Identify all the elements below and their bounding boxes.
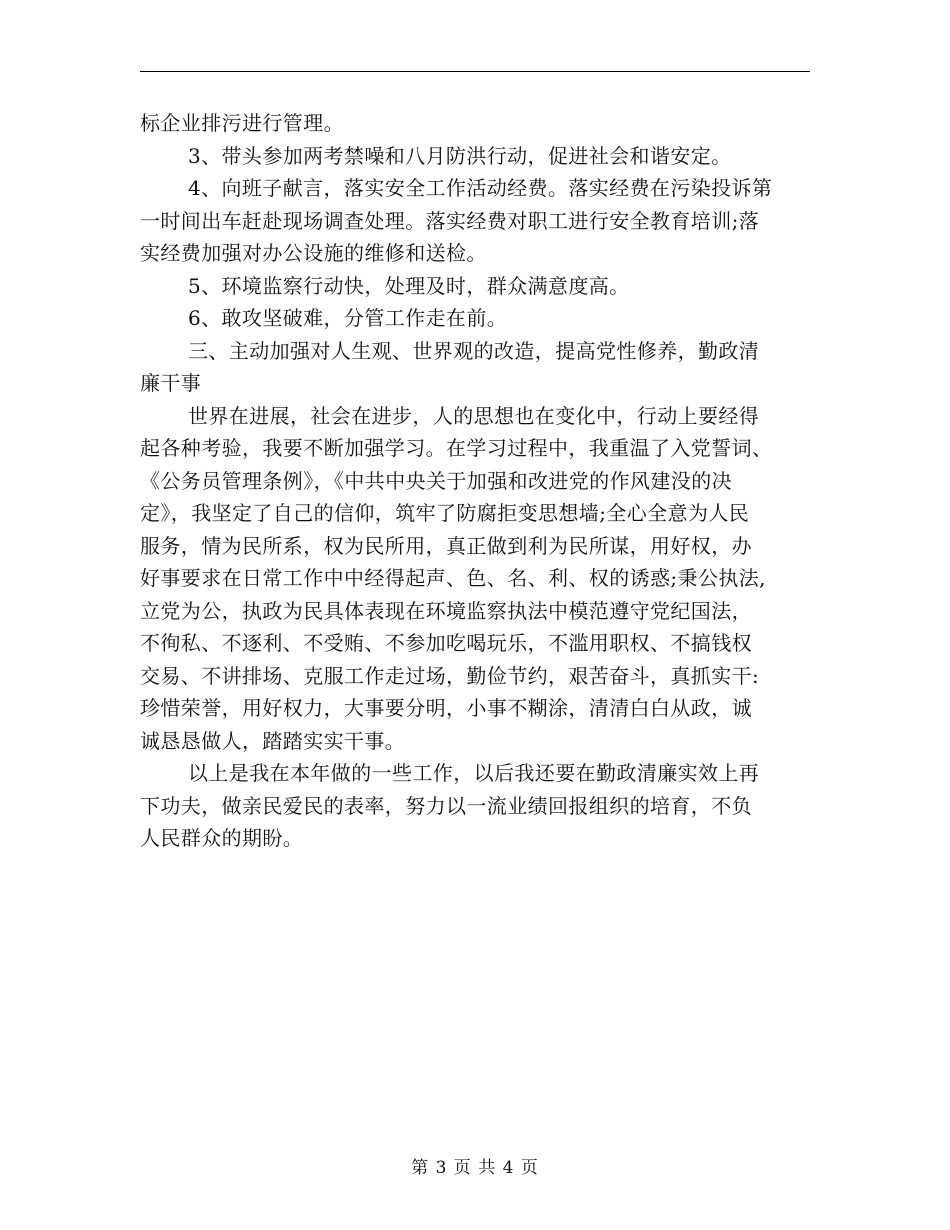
- text-line: 起各种考验，我要不断加强学习。在学习过程中，我重温了入党誓词、: [140, 436, 773, 460]
- text-line: 诚恳恳做人，踏踏实实干事。: [140, 728, 406, 753]
- text-line: 珍惜荣誉，用好权力，大事要分明，小事不糊涂，清清白白从政，诚: [140, 696, 752, 720]
- section-heading-line: 廉干事: [140, 371, 202, 395]
- text-line: 交易、不讲排场、克服工作走过场，勤俭节约，艰苦奋斗，真抓实干:: [140, 663, 760, 688]
- text-line: 5、环境监察行动快，处理及时，群众满意度高。: [188, 273, 630, 298]
- text-line: 服务，情为民所系，权为民所用，真正做到利为民所谋，用好权，办: [140, 533, 752, 558]
- page-number-footer: 第 3 页 共 4 页: [411, 1158, 539, 1178]
- text-line: 人民群众的期盼。: [140, 826, 304, 850]
- text-line: 不徇私、不逐利、不受贿、不参加吃喝玩乐，不滥用职权、不搞钱权: [140, 631, 752, 655]
- text-line: 世界在进展，社会在进步，人的思想也在变化中，行动上要经得: [188, 403, 760, 428]
- text-line: 标企业排污进行管理。: [140, 111, 344, 135]
- header-rule: [140, 71, 810, 72]
- text-line: 6、敢攻坚破难，分管工作走在前。: [188, 306, 508, 330]
- text-line: 下功夫，做亲民爱民的表率，努力以一流业绩回报组织的培育，不负: [140, 793, 752, 818]
- text-line: 好事要求在日常工作中中经得起声、色、名、利、权的诱惑;秉公执法,: [140, 566, 766, 590]
- text-line: 《公务员管理条例》，《中共中央关于加强和改进党的作风建没的决: [140, 468, 732, 493]
- text-line: 以上是我在本年做的一些工作，以后我还要在勤政清廉实效上再: [188, 761, 760, 785]
- section-heading-line: 三、主动加强对人生观、世界观的改造，提高党性修养，勤政清: [188, 338, 760, 363]
- text-line: 4、向班子献言，落实安全工作活动经费。落实经费在污染投诉第: [188, 176, 773, 200]
- text-line: 立党为公，执政为民具体表现在环境监察执法中模范遵守党纪国法，: [140, 598, 752, 623]
- text-line: 3、带头参加两考禁噪和八月防洪行动，促进社会和谐安定。: [188, 143, 732, 168]
- text-line: 实经费加强对办公设施的维修和送检。: [140, 241, 487, 265]
- body-text: [140, 107, 810, 855]
- text-line: 定》，我坚定了自己的信仰，筑牢了防腐拒变思想墙;全心全意为人民: [140, 501, 750, 525]
- text-line: 一时间出车赶赴现场调查处理。落实经费对职工进行安全教育培训;落: [140, 208, 760, 233]
